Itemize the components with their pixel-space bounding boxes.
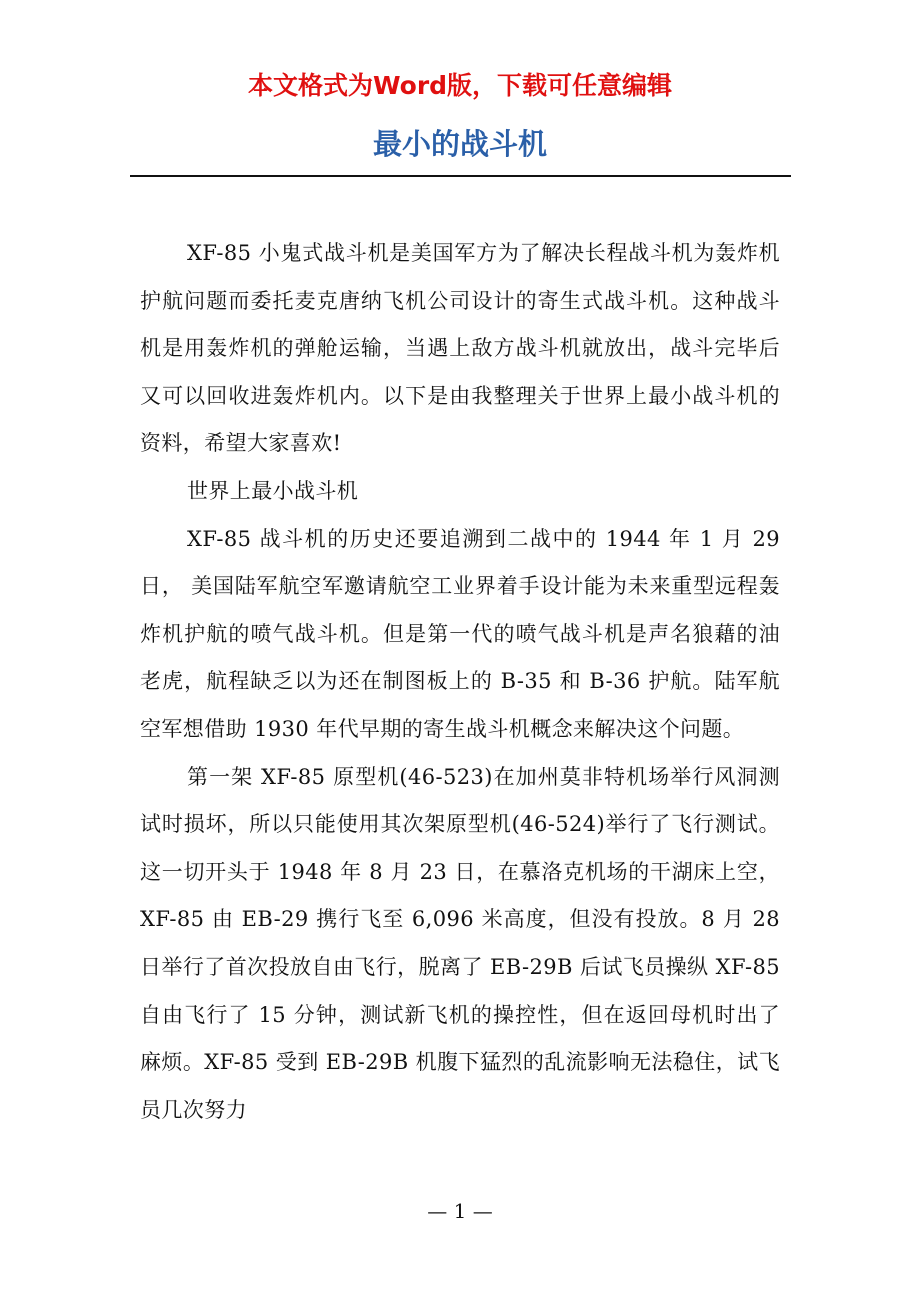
document-title: 最小的战斗机 — [372, 127, 547, 161]
paragraph-intro: XF-85 小鬼式战斗机是美国军方为了解决长程战斗机为轰炸机护航问题而委托麦克唐纳飞机公司设计的寄生式战斗机。这种战斗机是用轰炸机的弹舱运输，当遇上敌方战斗机就放出，战斗完毕后又可以回收进轰炸机内。以下是由我整理关于世界上最小战斗机的资料，希望大家喜欢! — [140, 241, 780, 456]
format-banner: 本文格式为Word版，下载可任意编辑 — [247, 71, 673, 100]
title-divider — [130, 175, 791, 177]
paragraph-flight-test: 第一架 XF-85 原型机(46-523)在加州莫非特机场举行风洞测试时损坏，所以只能使用其次架原型机(46-524)举行了飞行测试。这一切开头于 1948 年 8 月 23 日，在慕洛克机场的干湖床上空，XF-85 由 EB-29 携行飞至 6,096 米高度，但没有投放。8 月 28 日举行了首次投放自由飞行，脱离了 EB-29B 后试飞员操纵 XF-85 自由飞行了 15 分钟，测试新飞机的操控性，但在返回母机时出了麻烦。XF-85 受到 EB-29B 机腹下猛烈的乱流影响无法稳住，试飞员几次努力 — [140, 764, 780, 1122]
document-body — [140, 230, 780, 1134]
paragraph-history: XF-85 战斗机的历史还要追溯到二战中的 1944 年 1 月 29 日， 美国陆军航空军邀请航空工业界着手设计能为未来重型远程轰炸机护航的喷气战斗机。但是第一代的喷气战斗机是声名狼藉的油老虎，航程缺乏以为还在制图板上的 B-35 和 B-36 护航。陆军航空军想借助 1930 年代早期的寄生战斗机概念来解决这个问题。 — [140, 526, 780, 741]
section-heading: 世界上最小战斗机 — [187, 478, 359, 503]
page-number: — 1 — — [427, 1199, 493, 1223]
